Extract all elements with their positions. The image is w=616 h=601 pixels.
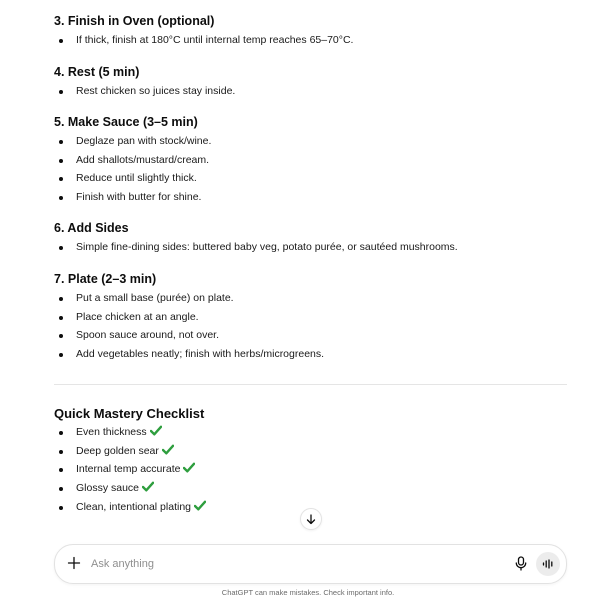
disclaimer-footer: ChatGPT can make mistakes. Check important info. xyxy=(221,588,395,597)
step-add-sides xyxy=(54,220,458,259)
quick-mastery-checklist xyxy=(54,405,206,518)
step-heading: 5. Make Sauce (3–5 min) xyxy=(54,115,198,129)
step-make-sauce xyxy=(54,114,211,209)
checklist-item xyxy=(54,444,206,463)
checkmark-icon xyxy=(183,462,195,473)
step-plate xyxy=(54,271,324,366)
list-item: Add vegetables neatly; finish with herbs/microgreens. xyxy=(54,347,324,366)
checklist-item-label: Even thickness xyxy=(76,426,147,438)
list-item: Rest chicken so juices stay inside. xyxy=(54,84,235,103)
checklist-item xyxy=(54,500,206,519)
list-item: Add shallots/mustard/cream. xyxy=(54,153,211,172)
step-list xyxy=(54,33,353,52)
step-list xyxy=(54,240,458,259)
step-finish-in-oven xyxy=(54,13,353,52)
microphone-icon[interactable] xyxy=(514,556,528,571)
step-rest xyxy=(54,64,235,103)
list-item: Simple fine-dining sides: buttered baby veg, potato purée, or sautéed mushrooms. xyxy=(54,240,458,259)
prompt-input[interactable]: Ask anything xyxy=(91,558,154,570)
list-item: Deglaze pan with stock/wine. xyxy=(54,134,211,153)
checklist-heading: Quick Mastery Checklist xyxy=(54,406,205,421)
list-item: If thick, finish at 180°C until internal temp reaches 65–70°C. xyxy=(54,33,353,52)
section-divider xyxy=(54,384,567,385)
checklist-item xyxy=(54,462,206,481)
checklist-item-label: Clean, intentional plating xyxy=(76,500,191,513)
list-item: Place chicken at an angle. xyxy=(54,310,324,329)
checklist-item-label: Internal temp accurate xyxy=(76,463,181,476)
step-heading: 3. Finish in Oven (optional) xyxy=(54,14,215,28)
step-list xyxy=(54,291,324,366)
list-item: Put a small base (purée) on plate. xyxy=(54,291,324,310)
step-heading: 7. Plate (2–3 min) xyxy=(54,272,157,286)
checkmark-icon xyxy=(150,425,162,436)
list-item: Spoon sauce around, not over. xyxy=(54,328,324,347)
scroll-to-bottom-button[interactable] xyxy=(300,508,322,530)
step-list xyxy=(54,84,235,103)
checkmark-icon xyxy=(142,481,154,492)
checkmark-icon xyxy=(194,500,206,511)
message-composer[interactable] xyxy=(54,544,567,584)
step-heading: 6. Add Sides xyxy=(54,221,129,235)
checklist-item-label: Deep golden sear xyxy=(76,444,159,457)
checklist-item xyxy=(54,425,206,444)
checklist-item-label: Glossy sauce xyxy=(76,482,140,495)
checkmark-icon xyxy=(162,444,174,455)
arrow-down-icon xyxy=(306,514,316,525)
voice-mode-button[interactable] xyxy=(536,552,560,576)
step-heading: 4. Rest (5 min) xyxy=(54,65,140,79)
step-list xyxy=(54,134,211,209)
list-item: Reduce until slightly thick. xyxy=(54,171,211,190)
voice-mode-icon xyxy=(542,559,554,569)
list-item: Finish with butter for shine. xyxy=(54,190,211,209)
checklist-list xyxy=(54,425,206,518)
checklist-item xyxy=(54,481,206,500)
plus-icon[interactable] xyxy=(67,556,81,570)
